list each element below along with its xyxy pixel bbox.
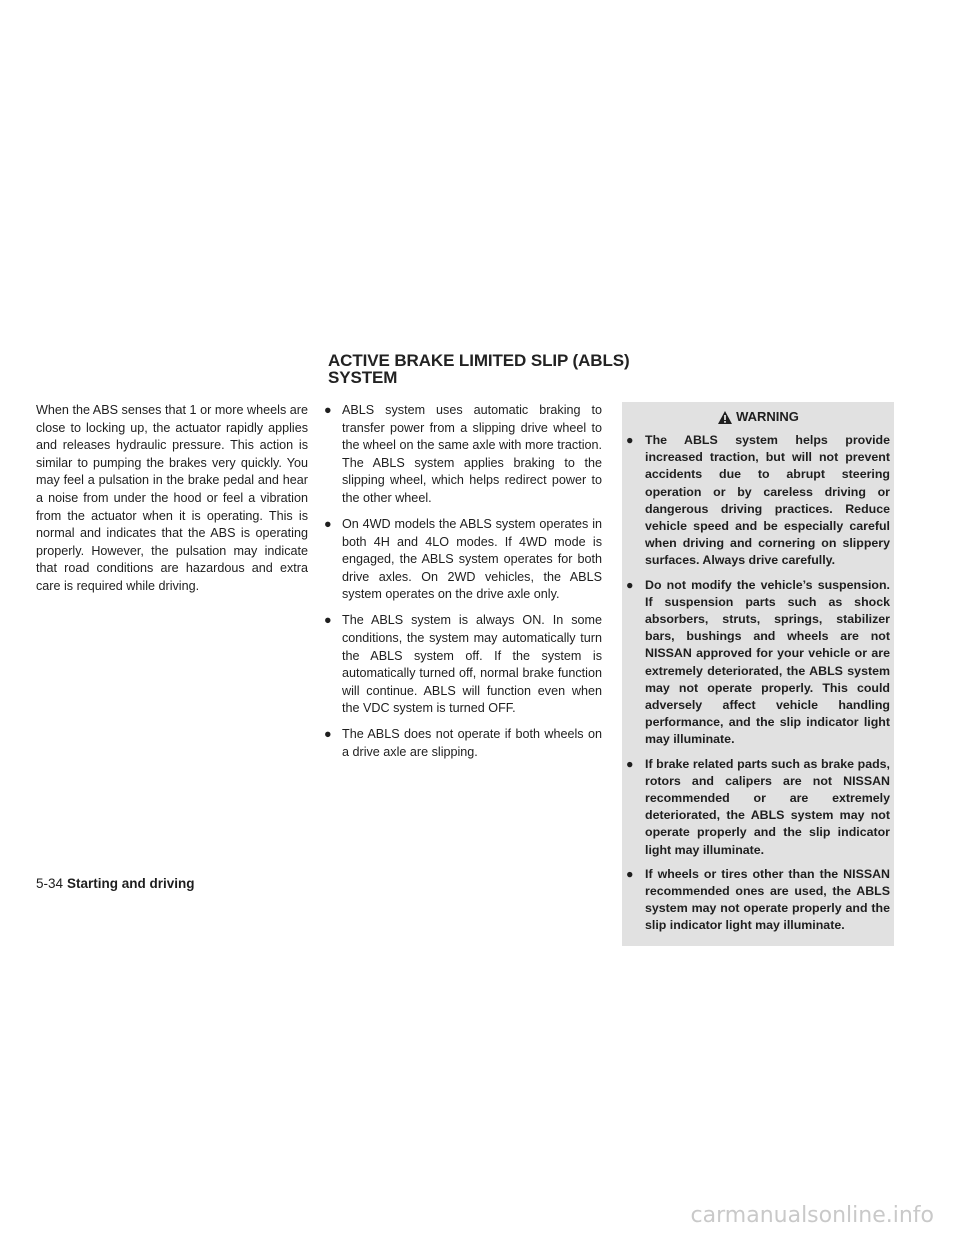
- bullet-text: Do not modify the vehicle’s suspension. If suspension parts such as shock absorbers, struts, springs, stabilizer bars, bushings and wheels are not NISSAN approved for your vehicle or are extremely deteriorated, the ABLS system may not operate properly. This could adversely affect vehicle handling performance, and the slip indicator light may illuminate.: [645, 577, 890, 747]
- bullet-text: If brake related parts such as brake pads, rotors and calipers are not NISSAN recommended or are extremely deteriorated, the ABLS system may not operate properly and the slip indicator light may illuminate.: [645, 756, 890, 857]
- abs-paragraph: When the ABS senses that 1 or more wheels are close to locking up, the actuator rapidly applies and releases hydraulic pressure. This action is similar to pumping the brakes very quickly. You may feel a pulsation in the brake pedal and hear a noise from under the hood or feel a vibration from the actuator when it is operating. This is normal and indicates that the ABS is operating properly. However, the pulsation may indicate that road conditions are hazardous and extra care is required while driving.: [36, 403, 308, 593]
- warning-box: [622, 402, 894, 946]
- chapter-title: Starting and driving: [67, 876, 195, 891]
- abls-bullet-4: [324, 726, 602, 761]
- bullet-text: The ABLS system helps provide increased traction, but will not prevent accidents due to abrupt steering operation or by careless driving or dangerous driving practices. Reduce vehicle speed and be especially careful when driving and cornering on slippery surfaces. Always drive carefully.: [645, 433, 890, 568]
- abls-bullet-2: [324, 516, 602, 604]
- section-title: [328, 352, 648, 386]
- warning-bullet-1: [626, 432, 890, 570]
- bullet-icon: ●: [324, 403, 332, 417]
- page-footer: [36, 876, 195, 891]
- warning-bullet-4: [626, 866, 890, 935]
- bullet-icon: ●: [626, 756, 634, 771]
- warning-heading: [626, 406, 890, 428]
- right-column: [622, 402, 894, 946]
- section-title-line1: ACTIVE BRAKE LIMITED SLIP (ABLS): [328, 351, 630, 370]
- bullet-text: The ABLS system is always ON. In some conditions, the system may automatically turn the ABLS system off. If the system is automatically turned off, normal brake function will continue. ABLS will function even when the VDC system is turned OFF.: [342, 613, 602, 716]
- bullet-icon: ●: [626, 433, 634, 447]
- warning-bullet-3: [626, 756, 890, 859]
- bullet-text: ABLS system uses automatic braking to transfer power from a slipping drive wheel to the wheel on the same axle with more traction. The ABLS system applies braking to the slipping wheel, which helps redirect power to the other wheel.: [342, 403, 602, 505]
- bullet-icon: ●: [626, 866, 634, 881]
- page-number: 5-34: [36, 876, 64, 891]
- warning-label: WARNING: [736, 409, 799, 425]
- bullet-icon: ●: [324, 516, 332, 531]
- bullet-icon: ●: [324, 613, 332, 628]
- warning-bullet-2: [626, 577, 890, 749]
- abls-bullet-1: [324, 402, 602, 508]
- left-column: [36, 402, 308, 596]
- watermark: carmanualsonline.info: [690, 1203, 934, 1228]
- section-title-line2: SYSTEM: [328, 368, 398, 387]
- bullet-text: The ABLS does not operate if both wheels on a drive axle are slipping.: [342, 727, 602, 759]
- middle-column: [324, 402, 602, 770]
- warning-triangle-icon: [717, 410, 733, 425]
- bullet-icon: ●: [626, 577, 634, 592]
- bullet-text: On 4WD models the ABLS system operates in both 4H and 4LO modes. If 4WD mode is engaged, the ABLS system operates for both drive axles. On 2WD vehicles, the ABLS system operates on the drive axle only.: [342, 516, 602, 602]
- bullet-text: If wheels or tires other than the NISSAN recommended ones are used, the ABLS system may not operate properly and the slip indicator light may illuminate.: [645, 866, 890, 933]
- abls-bullet-3: [324, 612, 602, 718]
- bullet-icon: ●: [324, 727, 332, 742]
